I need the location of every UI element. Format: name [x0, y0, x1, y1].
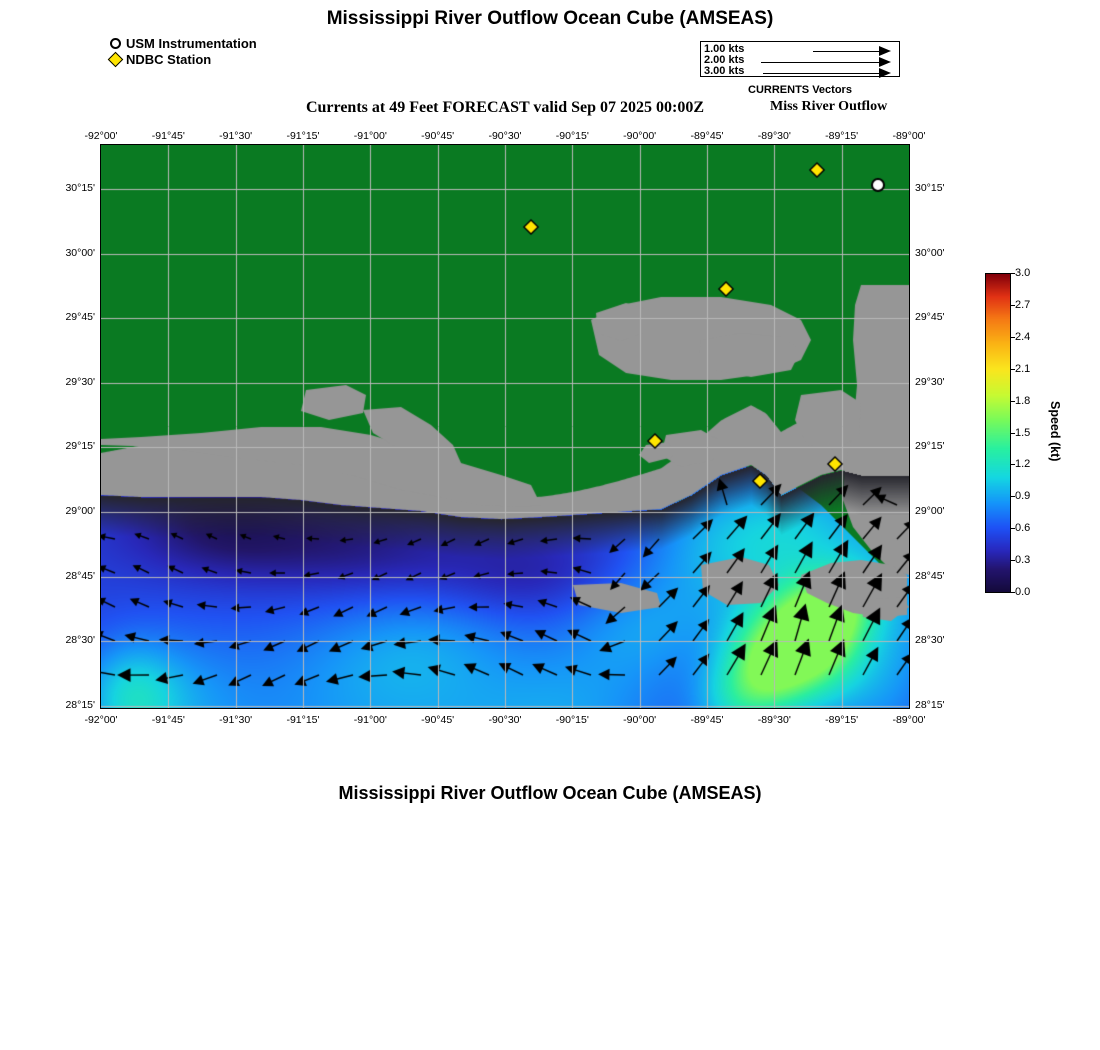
- x-axis-tick-bottom: -89°30': [757, 714, 791, 726]
- y-axis-tick-left: 29°45': [65, 311, 95, 324]
- x-axis-tick-bottom: -90°30': [488, 714, 522, 726]
- page-title: Mississippi River Outflow Ocean Cube (AMSEAS): [326, 8, 774, 29]
- x-axis-tick-top: -90°45': [421, 130, 455, 142]
- colorbar-gradient: [985, 273, 1011, 593]
- x-axis-tick-bottom: -90°45': [421, 714, 455, 726]
- x-axis-tick-bottom: -90°15': [555, 714, 589, 726]
- x-axis-tick-top: -90°30': [488, 130, 522, 142]
- vector-key-arrow-3: [763, 73, 881, 74]
- outflow-label: Miss River Outflow: [770, 99, 888, 114]
- y-axis-tick-left: 30°15': [65, 182, 95, 194]
- y-axis-tick-right: 30°15': [915, 182, 945, 194]
- map-canvas[interactable]: [101, 145, 909, 708]
- legend-item-usm: [110, 36, 257, 51]
- usm-instrumentation-icon: [110, 38, 121, 49]
- y-axis-tick-right: 28°15': [915, 698, 945, 711]
- currents-vectors-caption: CURRENTS Vectors: [748, 84, 852, 96]
- colorbar-title: Speed (kt): [1048, 401, 1062, 462]
- x-axis-tick-top: -90°00': [623, 130, 657, 142]
- vector-key-arrow-2: [761, 62, 881, 63]
- legend-label-ndbc: NDBC Station: [126, 52, 212, 67]
- x-axis-tick-top: -89°15': [825, 130, 859, 142]
- x-axis-tick-bottom: -89°45': [690, 714, 724, 726]
- y-axis-tick-left: 29°00': [65, 505, 95, 517]
- vector-key-label-1: 1.00 kts: [704, 43, 745, 55]
- vector-key-label-2: 2.00 kts: [704, 54, 745, 66]
- x-axis-tick-bottom: -90°00': [623, 714, 657, 726]
- vector-scale-key: [700, 41, 900, 77]
- x-axis-tick-top: -92°00': [84, 130, 118, 142]
- colorbar-tick-label: 1.5: [1015, 426, 1031, 439]
- y-axis-tick-right: 28°30': [915, 634, 945, 647]
- vector-key-arrowhead-2: [879, 57, 891, 67]
- x-axis-tick-top: -89°00': [892, 130, 926, 142]
- y-axis-tick-left: 28°30': [65, 634, 95, 647]
- chart-subtitle: Currents at 49 Feet FORECAST valid Sep 07 2025 00:00Z: [305, 99, 705, 116]
- colorbar-tick-label: 1.8: [1015, 394, 1031, 407]
- y-axis-tick-right: 29°30': [915, 375, 945, 388]
- colorbar-tick-label: 0.0: [1015, 586, 1031, 598]
- x-axis-tick-top: -91°30': [219, 130, 253, 142]
- y-axis-tick-left: 29°15': [65, 440, 95, 453]
- x-axis-tick-bottom: -89°00': [892, 714, 926, 726]
- colorbar-tick-label: 2.7: [1015, 298, 1031, 311]
- y-axis-tick-left: 28°45': [65, 569, 95, 582]
- x-axis-tick-top: -89°30': [757, 130, 791, 142]
- colorbar-tick-label: 0.6: [1015, 522, 1031, 535]
- x-axis-tick-bottom: -89°15': [825, 714, 859, 726]
- vector-key-arrowhead-3: [879, 68, 891, 78]
- colorbar-tick-label: 3.0: [1015, 267, 1031, 279]
- x-axis-tick-bottom: -92°00': [84, 714, 118, 726]
- map-panel[interactable]: [100, 144, 910, 709]
- vector-key-arrow-1: [813, 51, 881, 52]
- y-axis-tick-left: 28°15': [65, 698, 95, 711]
- footer-title: Mississippi River Outflow Ocean Cube (AMSEAS): [338, 783, 762, 803]
- y-axis-tick-right: 29°15': [915, 440, 945, 453]
- ndbc-station-icon: [108, 52, 124, 68]
- colorbar-tick-label: 2.1: [1015, 362, 1031, 375]
- y-axis-tick-right: 29°45': [915, 311, 945, 324]
- x-axis-tick-top: -91°00': [353, 130, 387, 142]
- x-axis-tick-bottom: -91°45': [151, 714, 185, 726]
- vector-key-arrowhead-1: [879, 46, 891, 56]
- x-axis-tick-bottom: -91°15': [286, 714, 320, 726]
- station-legend: [110, 36, 257, 68]
- colorbar-tick-label: 0.3: [1015, 554, 1031, 567]
- colorbar-tick-label: 0.9: [1015, 490, 1031, 503]
- colorbar-tick-label: 1.2: [1015, 458, 1031, 471]
- x-axis-tick-top: -89°45': [690, 130, 724, 142]
- vector-key-label-3: 3.00 kts: [704, 65, 745, 77]
- x-axis-tick-top: -90°15': [555, 130, 589, 142]
- y-axis-tick-right: 30°00': [915, 246, 945, 259]
- x-axis-tick-bottom: -91°00': [353, 714, 387, 726]
- legend-label-usm: USM Instrumentation: [126, 36, 257, 51]
- x-axis-tick-top: -91°15': [286, 130, 320, 142]
- y-axis-tick-right: 29°00': [915, 505, 945, 517]
- legend-item-ndbc: [110, 52, 257, 67]
- x-axis-tick-top: -91°45': [151, 130, 185, 142]
- y-axis-tick-left: 29°30': [65, 375, 95, 388]
- y-axis-tick-right: 28°45': [915, 569, 945, 582]
- x-axis-tick-bottom: -91°30': [219, 714, 253, 726]
- colorbar-tick-label: 2.4: [1015, 330, 1031, 343]
- y-axis-tick-left: 30°00': [65, 246, 95, 259]
